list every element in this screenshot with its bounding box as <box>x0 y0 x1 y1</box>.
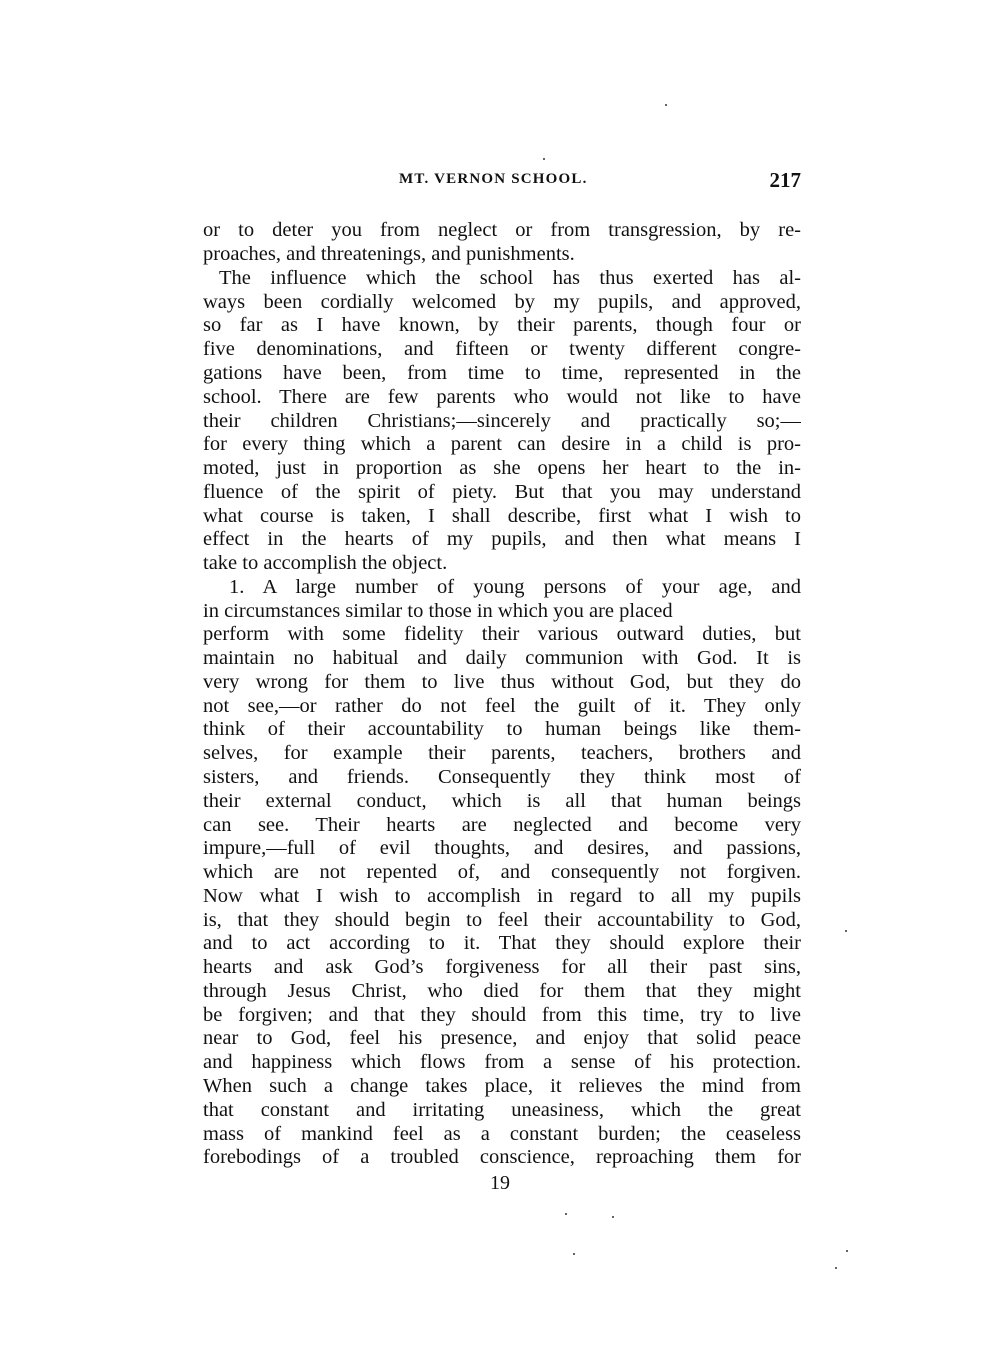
scan-speck <box>835 1267 837 1269</box>
text-line: hearts and ask God’s forgiveness for all their past sins, <box>203 956 801 978</box>
signature-mark: 19 <box>490 1172 510 1194</box>
text-line: which are not repented of, and consequently not forgiven. <box>203 861 801 883</box>
running-title: MT. VERNON SCHOOL. <box>399 171 588 187</box>
scan-speck <box>846 1250 848 1252</box>
scan-speck <box>845 930 847 932</box>
scan-speck <box>543 158 545 160</box>
text-line: selves, for example their parents, teachers, brothers and <box>203 742 801 764</box>
scan-speck <box>565 1213 567 1215</box>
text-line: perform with some fidelity their various outward duties, but <box>203 623 801 645</box>
text-line: and to act according to it. That they should explore their <box>203 932 801 954</box>
text-line: for every thing which a parent can desire in a child is pro- <box>203 433 801 455</box>
text-line: through Jesus Christ, who died for them that they might <box>203 980 801 1002</box>
scan-speck <box>573 1253 575 1255</box>
text-line: is, that they should begin to feel their accountability to God, <box>203 909 801 931</box>
text-line: proaches, and threatenings, and punishments. <box>203 243 575 265</box>
running-head <box>203 168 801 195</box>
text-line: what course is taken, I shall describe, first what I wish to <box>203 505 801 527</box>
text-line: sisters, and friends. Consequently they think most of <box>203 766 801 788</box>
page-number: 217 <box>769 168 801 192</box>
text-line: and happiness which flows from a sense of his protection. <box>203 1051 801 1073</box>
text-line: maintain no habitual and daily communion with God. It is <box>203 647 801 669</box>
text-line: ways been cordially welcomed by my pupils, and approved, <box>203 291 801 313</box>
text-line: impure,—full of evil thoughts, and desires, and passions, <box>203 837 801 859</box>
text-line: When such a change takes place, it relieves the mind from <box>203 1075 801 1097</box>
text-line: their external conduct, which is all that human beings <box>203 790 801 812</box>
text-line: moted, just in proportion as she opens her heart to the in- <box>203 457 801 479</box>
text-line: so far as I have known, by their parents, though four or <box>203 314 801 336</box>
text-line: be forgiven; and that they should from this time, try to live <box>203 1004 801 1026</box>
text-line: in circumstances similar to those in which you are placed <box>203 600 673 622</box>
scan-speck <box>665 104 667 106</box>
text-line: their children Christians;—sincerely and practically so;— <box>203 410 801 432</box>
text-line: or to deter you from neglect or from transgression, by re- <box>203 219 801 241</box>
text-line: very wrong for them to live thus without God, but they do <box>203 671 801 693</box>
text-line: Now what I wish to accomplish in regard to all my pupils <box>203 885 801 907</box>
text-line: school. There are few parents who would not like to have <box>203 386 801 408</box>
text-line: not see,—or rather do not feel the guilt of it. They only <box>203 695 801 717</box>
text-line: effect in the hearts of my pupils, and then what means I <box>203 528 801 550</box>
text-line: fluence of the spirit of piety. But that you may understand <box>203 481 801 503</box>
text-line: The influence which the school has thus exerted has al- <box>219 267 801 289</box>
text-line: think of their accountability to human beings like them- <box>203 718 801 740</box>
text-line: five denominations, and fifteen or twenty different congre- <box>203 338 801 360</box>
text-line: mass of mankind feel as a constant burden; the ceaseless <box>203 1123 801 1145</box>
text-line: that constant and irritating uneasiness, which the great <box>203 1099 801 1121</box>
text-line: take to accomplish the object. <box>203 552 448 574</box>
text-line: can see. Their hearts are neglected and become very <box>203 814 801 836</box>
text-line: near to God, feel his presence, and enjoy that solid peace <box>203 1027 801 1049</box>
text-line: 1. A large number of young persons of your age, and <box>229 576 801 598</box>
scan-speck <box>612 1216 614 1218</box>
text-line: gations have been, from time to time, represented in the <box>203 362 801 384</box>
text-line: forebodings of a troubled conscience, reproaching them for <box>203 1146 801 1168</box>
